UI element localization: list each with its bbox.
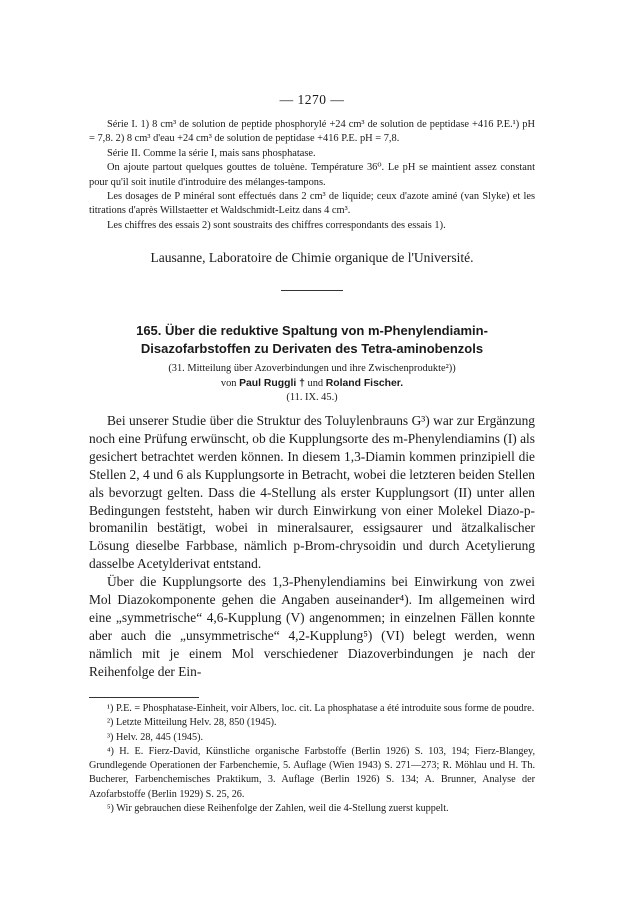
footnote-2: ²) Letzte Mitteilung Helv. 28, 850 (1945). — [107, 717, 277, 729]
by-word: von — [220, 377, 237, 389]
protocol-dosage-note: Les dosages de P minéral sont effectués dans 2 cm³ de liquide; ceux d'azote aminé (van Slyke) et les titrations d'après Willstaetter et Waldschmidt-Leitz dans 4 cm³. — [89, 191, 535, 217]
article-title — [89, 322, 535, 358]
article-title-line-2: Disazofarbstoffen zu Derivaten des Tetra-aminobenzols — [140, 341, 484, 356]
body-paragraph-2: Über die Kupplungsorte des 1,3-Phenylendiamins bei Einwirkung von zwei Mol Diazokomponente gehen die Angaben auseinander⁴). Im allgemeinen wird eine „symmetrische“ 4,6-Kupplung (V) angenommen; in einzelnen Fällen konnte aber auch die „unsymmetrische“ 4,2-Kupplung⁵) (VI) belegt werden, wenn nämlich mit je einem Mol verschiedener Diazoverbindungen je nach der Reihenfolge der Ein- — [89, 574, 535, 679]
page-number: — 1270 — — [279, 92, 345, 107]
article-title-line-1: 165. Über die reduktive Spaltung von m-Phenylendiamin- — [136, 323, 488, 338]
protocol-series-2: Série II. Comme la série I, mais sans phosphatase. — [107, 147, 316, 159]
footnote-5: ⁵) Wir gebrauchen diese Reihenfolge der Zahlen, weil die 4-Stellung zuerst kuppelt. — [107, 803, 449, 815]
footnote-4: ⁴) H. E. Fierz-David, Künstliche organische Farbstoffe (Berlin 1926) S. 103, 194; Fierz-Blangey, Grundlegende Operationen der Farbenchemie, 5. Auflage (Wien 1943) S. 271—273; R. Möhlau und H. Th. Bucherer, Farbenchemisches Praktikum, 3. Auflage (Berlin 1926) S. 134; A. Brunner, Analyse der Azofarbstoffe (Berlin 1929) S. 25, 26. — [89, 745, 535, 800]
footnote-1: ¹) P.E. = Phosphatase-Einheit, voir Albers, loc. cit. La phosphatase a été introduite sous forme de poudre. — [107, 703, 535, 714]
article-body — [89, 412, 535, 681]
footnotes — [89, 702, 535, 816]
author-ruggli: Paul Ruggli † — [239, 377, 305, 389]
protocol-series-1: Série I. 1) 8 cm³ de solution de peptide phosphorylé +24 cm³ de solution de peptidase +416 P.E.¹) pH = 7,8. 2) 8 cm³ d'eau +24 cm³ de solution de peptidase +416 P.E. pH = 7,8. — [89, 119, 535, 145]
protocol-toluene-note: On ajoute partout quelques gouttes de toluène. Température 36⁰. Le pH se maintient assez constant pour qu'il soit inutile d'introduire des mélanges-tampons. — [89, 162, 535, 188]
authors-line — [89, 377, 535, 392]
received-date: (11. IX. 45.) — [286, 392, 338, 403]
and-word: und — [307, 377, 324, 389]
section-divider — [281, 290, 343, 291]
body-paragraph-1: Bei unserer Studie über die Struktur des Toluylenbrauns G³) war zur Ergänzung noch eine Prüfung erwünscht, ob die Kupplungsorte des m-Phenylendiamins (I) als gesichert betrachtet werden können. In diesem 1,3-Diamin kommen prinzipiell die Stellen 2, 4 und 6 als Kupplungsorte in Betracht, wobei die letzteren beiden Stellen als bevorzugt gelten. Dass die 4-Stellung als erster Kupplungsort (II) unter allen Bedingungen feststeht, haben wir durch Einwirkung von einer Molekel Diazo-p-bromanilin bestätigt, wobei in mineralsaurer, essigsaurer und ätzalkalischer Lösung dieselbe Farbbase, nämlich p-Brom-chrysoidin und durch Acetylierung dasselbe Acetylderivat entstand. — [89, 413, 535, 572]
article-meta — [89, 362, 535, 406]
author-fischer: Roland Fischer. — [325, 377, 404, 389]
footnote-3: ³) Helv. 28, 445 (1945). — [107, 731, 204, 743]
footnote-rule — [89, 697, 199, 698]
affiliation: Lausanne, Laboratoire de Chimie organique de l'Université. — [150, 250, 474, 265]
series-note: (31. Mitteilung über Azoverbindungen und ihre Zwischenprodukte²)) — [168, 363, 456, 374]
protocol-subtraction-note: Les chiffres des essais 2) sont soustraits des chiffres correspondants des essais 1). — [107, 219, 446, 231]
protocol-section — [89, 118, 535, 233]
